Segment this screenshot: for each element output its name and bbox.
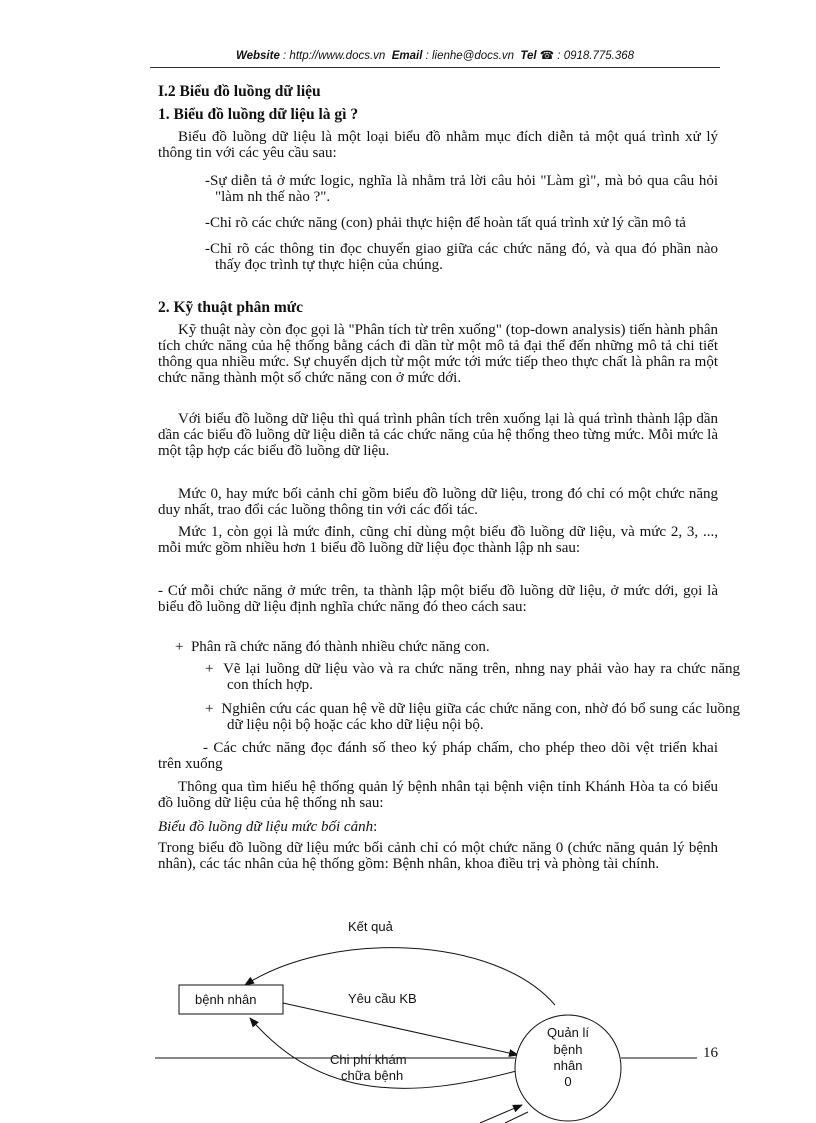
header-rule	[150, 67, 720, 68]
page-number: 16	[703, 1045, 718, 1061]
section-title: I.2 Biểu đồ luồng dữ liệu	[158, 83, 321, 100]
list-item: -Sự diễn tả ở mức logic, nghĩa là nhằm trả lời câu hỏi "Làm gì", mà bỏ qua câu hỏi "làm nh thế nào ?".	[205, 173, 718, 205]
plus-item: + Phân rã chức năng đó thành nhiều chức năng con.	[175, 639, 490, 655]
flow-cost-label-2: chữa bệnh	[341, 1068, 404, 1083]
plus-item: + Vẽ lại luồng dữ liệu vào và ra chức năng trên, nhng nay phải vào hay ra chức năng con thích hợp.	[205, 661, 740, 693]
flow-cost-label-1: Chi phí khám	[330, 1052, 407, 1067]
website-value: : http://www.docs.vn	[283, 50, 386, 62]
list-item: -Chỉ rõ các chức năng (con) phải thực hiện để hoàn tất quá trình xử lý cần mô tả	[205, 215, 686, 231]
list-item: -Chỉ rõ các thông tin đọc chuyển giao giữa các chức năng đó, và qua đó phần nào thấy đọc trình tự thực hiện của chúng.	[205, 241, 718, 273]
context-diagram	[0, 900, 816, 1123]
process-label-2: bệnh	[553, 1042, 583, 1057]
email-label: Email	[391, 50, 423, 62]
entity-patient-label: bệnh nhân	[195, 992, 257, 1007]
bullet-list	[205, 173, 718, 273]
process-label-3: nhân	[553, 1058, 583, 1073]
paragraph-context: Trong biểu đồ luồng dữ liệu mức bối cảnh chỉ có một chức năng 0 (chức năng quản lý bệnh nhân), các tác nhân của hệ thống gồm: Bệnh nhân, khoa điều trị và phòng tài chính.	[158, 840, 718, 872]
plus-item: + Nghiên cứu các quan hệ về dữ liệu giữa các chức năng con, nhờ đó bổ sung các luồng dữ liệu nội bộ hoặc các kho dữ liệu nội bộ.	[205, 701, 740, 733]
paragraph-topdown: Kỹ thuật này còn đọc gọi là "Phân tích từ trên xuống" (top-down analysis) tiến hành phân tích chức năng của hệ thống bằng cách đi dần từ một mô tả đại thể đến những mô tả chi tiết thông qua nhiều mức. Sự chuyển dịch từ một mức tới mức tiếp theo thực chất là phân ra một chức năng thành một số chức năng con ở mức dới.	[158, 322, 718, 386]
process-number: 0	[564, 1074, 572, 1089]
tel-value: ☎ : 0918.775.368	[539, 50, 635, 62]
page-header	[150, 48, 720, 62]
flow-request-arrow	[283, 1003, 518, 1055]
paragraph-survey: Thông qua tìm hiểu hệ thống quản lý bệnh nhân tại bệnh viện tỉnh Khánh Hòa ta có biểu đồ luồng dữ liệu của hệ thống nh sau:	[158, 779, 718, 811]
paragraph-level1: Mức 1, còn gọi là mức đỉnh, cũng chỉ dùng một biểu đồ luồng dữ liệu, và mức 2, 3, ..., mỗi mức gồm nhiều hơn 1 biểu đồ luồng dữ liệu đọc thành lập nh sau:	[158, 524, 718, 556]
tel-label: Tel	[520, 50, 537, 62]
email-value: : lienhe@docs.vn	[425, 50, 514, 62]
paragraph-numbering: - Các chức năng đọc đánh số theo ký pháp chấm, cho phép theo dõi vệt triển khai trên xuống	[158, 740, 718, 772]
subsection-1-title: 1. Biểu đồ luồng dữ liệu là gì ?	[158, 106, 359, 123]
incoming-flow-arrow	[480, 1105, 522, 1123]
intro-paragraph: Biểu đồ luồng dữ liệu là một loại biểu đồ nhằm mục đích diễn tả một quá trình xử lý thông tin với các yêu cầu sau:	[158, 129, 718, 161]
incoming-flow-arrow	[505, 1112, 528, 1123]
subsection-2-title: 2. Kỹ thuật phân mức	[158, 299, 303, 316]
paragraph-process: Với biểu đồ luồng dữ liệu thì quá trình phân tích trên xuống lại là quá trình thành lập dần dần các biểu đồ luồng dữ liệu diễn tả các chức năng của hệ thống theo từng mức. Mỗi mức là một tập hợp các biểu đồ luồng dữ liệu.	[158, 411, 718, 459]
paragraph-level0: Mức 0, hay mức bối cảnh chỉ gồm biểu đồ luồng dữ liệu, trong đó chỉ có một chức năng duy nhất, trao đổi các luồng thông tin với các đối tác.	[158, 486, 718, 518]
flow-result-label: Kết quả	[348, 919, 393, 934]
paragraph-each-function: - Cứ mỗi chức năng ở mức trên, ta thành lập một biểu đồ luồng dữ liệu, ở mức dới, gọi là biểu đồ luồng dữ liệu định nghĩa chức năng đó theo cách sau:	[158, 583, 718, 615]
website-label: Website	[235, 50, 280, 62]
context-diagram-title: Biểu đồ luồng dữ liệu mức bối cảnh:	[158, 819, 378, 835]
flow-request-label: Yêu cầu KB	[348, 991, 417, 1006]
process-label-1: Quản lí	[547, 1025, 589, 1040]
